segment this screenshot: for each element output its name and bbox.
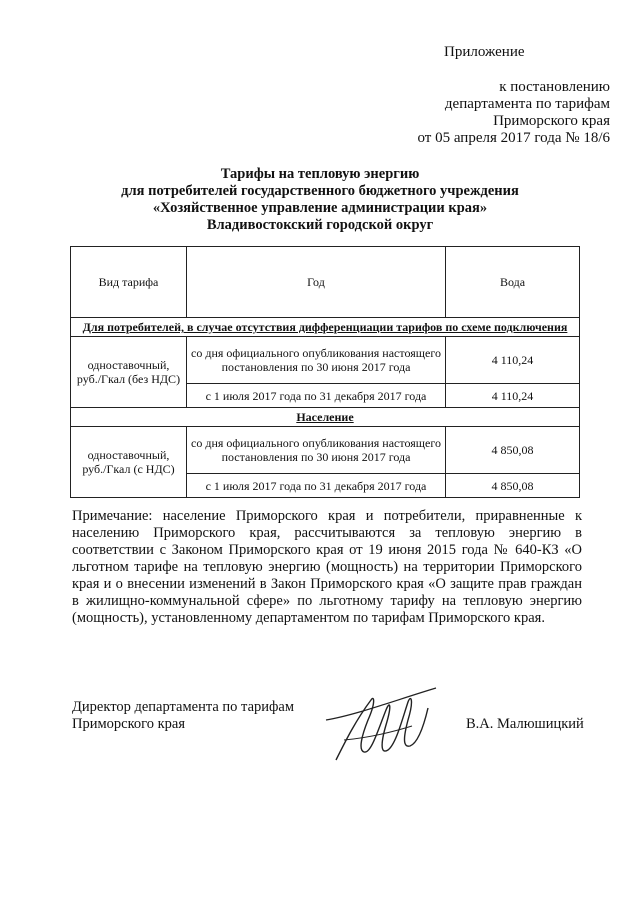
document-title: [100, 166, 540, 234]
value-cell: 4 850,08: [446, 427, 580, 474]
appendix-title: Приложение: [444, 44, 525, 60]
period-cell: с 1 июля 2017 года по 31 декабря 2017 года: [187, 474, 446, 498]
tariff-type-cell: одноставочный, руб./Гкал (без НДС): [71, 337, 187, 408]
header-year: Год: [187, 247, 446, 318]
header-water: Вода: [446, 247, 580, 318]
title-line: «Хозяйственное управление администрации края»: [152, 200, 488, 216]
title-line: Тарифы на тепловую энергию: [220, 166, 420, 182]
value-cell: 4 110,24: [446, 384, 580, 408]
group-title: Население: [71, 408, 580, 427]
title-line: Владивостокский городской округ: [206, 217, 434, 233]
period-cell: с 1 июля 2017 года по 31 декабря 2017 года: [187, 384, 446, 408]
value-cell: 4 110,24: [446, 337, 580, 384]
position-line: Приморского края: [72, 716, 186, 732]
appendix-header: [360, 44, 610, 147]
value-cell: 4 850,08: [446, 474, 580, 498]
signatory-name: В.А. Малюшицкий: [466, 716, 584, 732]
group-title: Для потребителей, в случае отсутствия дифференциации тарифов по схеме подключения: [71, 318, 580, 337]
title-line: для потребителей государственного бюджетного учреждения: [121, 183, 519, 199]
group-row: [71, 408, 580, 427]
signatory-position: [72, 699, 294, 733]
table-row: [71, 427, 580, 474]
position-line: Директор департамента по тарифам: [72, 699, 295, 715]
appendix-line: к постановлению: [499, 79, 610, 95]
tariff-table: [70, 246, 580, 498]
period-cell: со дня официального опубликования настоящего постановления по 30 июня 2017 года: [187, 427, 446, 474]
group-row: [71, 318, 580, 337]
appendix-line: от 05 апреля 2017 года № 18/6: [417, 130, 610, 146]
handwritten-signature: [316, 680, 446, 770]
table-row: [71, 337, 580, 384]
header-tariff-type: Вид тарифа: [71, 247, 187, 318]
note-paragraph: Примечание: население Приморского края и потребители, приравненные к населению Приморского края, рассчитываются за тепловую энергию в соответствии с Законом Приморского края от 19 июня 2015 года № 640-КЗ «О льготном тарифе на тепловую энергию (мощность) на территории Приморского края и о внесении изменений в Закон Приморского края «О защите прав граждан в жилищно-коммунальной сфере» по льготному тарифу на тепловую энергию (мощность), установленному департаментом по тарифам Приморского края.: [72, 508, 582, 626]
appendix-line: департамента по тарифам: [444, 96, 610, 112]
period-cell: со дня официального опубликования настоящего постановления по 30 июня 2017 года: [187, 337, 446, 384]
tariff-type-cell: одноставочный, руб./Гкал (с НДС): [71, 427, 187, 498]
table-header-row: [71, 247, 580, 318]
appendix-line: Приморского края: [493, 113, 610, 129]
